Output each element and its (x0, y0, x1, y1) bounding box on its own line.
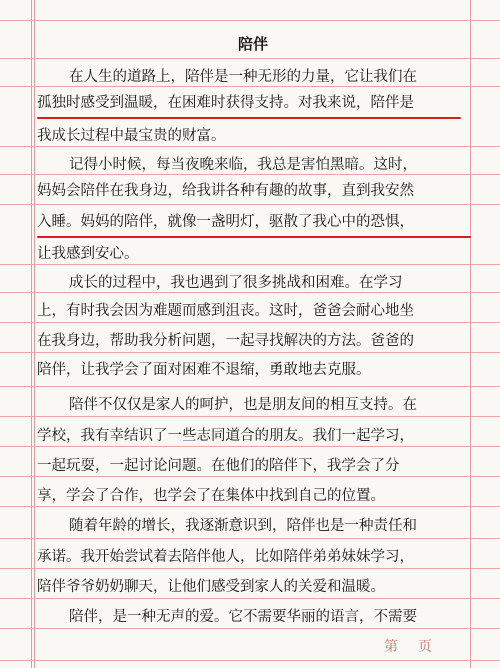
essay-line-9: 上，有时我会因为难题而感到沮丧。这时，爸爸会耐心地坐 (37, 303, 414, 319)
essay-line-13: 学校，我有幸结识了一些志同道合的朋友。我们一起学习， (37, 428, 414, 444)
essay-title: 陪伴 (237, 35, 268, 53)
ruled-line (0, 660, 500, 661)
ruled-line (0, 386, 500, 387)
ruled-line (0, 204, 500, 205)
essay-line-19: 陪伴，是一种无声的爱。它不需要华丽的语言，不需要 (69, 609, 417, 625)
essay-line-8: 成长的过程中，我也遇到了很多挑战和困难。在学习 (69, 275, 403, 291)
essay-line-15: 享，学会了合作，也学会了在集体中找到自己的位置。 (37, 488, 385, 504)
essay-line-7: 让我感到安心。 (37, 246, 139, 262)
essay-line-10: 在我身边，帮助我分析问题，一起寻找解决的方法。爸爸的 (37, 333, 414, 349)
essay-line-3: 我成长过程中最宝贵的财富。 (37, 128, 226, 144)
essay-line-16: 随着年龄的增长，我逐渐意识到，陪伴也是一种责任和 (69, 518, 417, 534)
essay-line-5: 妈妈会陪伴在我身边，给我讲各种有趣的故事，直到我安然 (37, 183, 414, 199)
essay-line-14: 一起玩耍，一起讨论问题。在他们的陪伴下，我学会了分 (37, 458, 400, 474)
essay-line-6: 入睡。妈妈的陪伴，就像一盏明灯，驱散了我心中的恐惧， (37, 214, 414, 230)
ruled-line (0, 58, 500, 59)
ruled-line (0, 20, 500, 21)
essay-line-18: 陪伴爷爷奶奶聊天，让他们感受到家人的关爱和温暖。 (37, 579, 385, 595)
red-underline-1 (37, 117, 461, 119)
essay-line-4: 记得小时候，每当夜晚来临，我总是害怕黑暗。这时， (69, 157, 417, 173)
essay-line-17: 承诺。我开始尝试着去陪伴他人，比如陪伴弟弟妹妹学习， (37, 549, 414, 565)
essay-line-12: 陪伴不仅仅是家人的呵护，也是朋友间的相互支持。在 (69, 397, 417, 413)
page-number-label: 第页 (384, 639, 452, 655)
essay-line-11: 陪伴，让我学会了面对困难不退缩，勇敢地去克服。 (37, 362, 371, 378)
essay-line-2: 孤独时感受到温暖，在困难时获得支持。对我来说，陪伴是 (37, 95, 414, 111)
essay-line-1: 在人生的道路上，陪伴是一种无形的力量，它让我们在 (69, 69, 417, 85)
red-underline-2 (37, 236, 471, 238)
